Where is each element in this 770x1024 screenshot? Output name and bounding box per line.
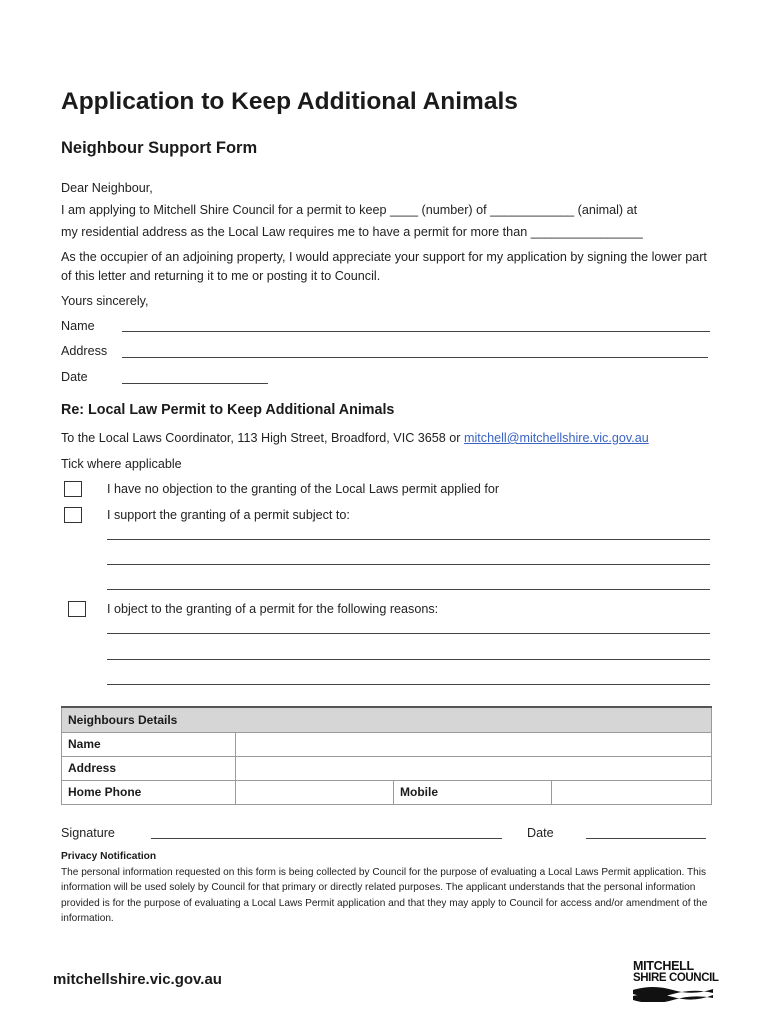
address-label: Address xyxy=(61,344,108,358)
support-subject-checkbox[interactable] xyxy=(64,507,82,523)
letter-line-1: I am applying to Mitchell Shire Council for a permit to keep ____ (number) of ____________ (animal) at xyxy=(61,203,638,217)
logo-line-1: MITCHELL xyxy=(633,959,694,973)
home-phone-input[interactable] xyxy=(236,780,394,804)
letter-line-2: my residential address as the Local Law requires me to have a permit for more than ________________ xyxy=(61,225,643,239)
support-subject-label: I support the granting of a permit subject to: xyxy=(107,508,350,522)
neighbour-address-input[interactable] xyxy=(236,756,712,780)
logo-wave-icon xyxy=(633,984,713,1002)
object-checkbox[interactable] xyxy=(68,601,86,617)
date-field[interactable] xyxy=(122,383,268,384)
support-conditions-line-2[interactable] xyxy=(107,564,710,565)
object-reasons-line-2[interactable] xyxy=(107,659,710,660)
letter-paragraph-2: As the occupier of an adjoining property, I would appreciate your support for my application by signing the lower part of this letter and returning it to me or posting it to Council. xyxy=(61,250,707,283)
support-conditions-line-1[interactable] xyxy=(107,539,710,540)
date-label: Date xyxy=(61,370,88,384)
signature-field[interactable] xyxy=(151,838,502,839)
name-field[interactable] xyxy=(122,331,710,332)
no-objection-checkbox[interactable] xyxy=(64,481,82,497)
letter-greeting: Dear Neighbour, xyxy=(61,181,153,195)
coordinator-address xyxy=(61,430,649,446)
form-subtitle: Neighbour Support Form xyxy=(61,139,258,157)
no-objection-label: I have no objection to the granting of the Local Laws permit applied for xyxy=(107,482,500,496)
signature-date-label: Date xyxy=(527,826,554,840)
neighbour-address-label: Address xyxy=(62,756,236,780)
mitchell-shire-council-logo xyxy=(633,959,719,1004)
footer-website: mitchellshire.vic.gov.au xyxy=(53,971,222,988)
mobile-label: Mobile xyxy=(394,780,552,804)
coordinator-address-text: To the Local Laws Coordinator, 113 High Street, Broadford, VIC 3658 or xyxy=(61,431,464,445)
object-reasons-line-3[interactable] xyxy=(107,684,710,685)
page-title: Application to Keep Additional Animals xyxy=(61,88,518,115)
mobile-input[interactable] xyxy=(552,780,712,804)
privacy-text: The personal information requested on this form is being collected by Council for the purpose of evaluating a Local Laws Permit application. This information will be used solely by Council for that primary or directly related purposes. The applicant understands that the personal information provided is for the purpose of evaluating a Local Laws Permit application and that they may apply to Council for access and/or amendment of the information. xyxy=(61,867,708,925)
signature-label: Signature xyxy=(61,826,115,840)
neighbours-details-table xyxy=(61,706,712,805)
privacy-heading: Privacy Notification xyxy=(61,851,157,862)
object-reasons-line-1[interactable] xyxy=(107,633,710,634)
signature-date-field[interactable] xyxy=(586,838,706,839)
neighbour-name-label: Name xyxy=(62,732,236,756)
permit-section-heading: Re: Local Law Permit to Keep Additional Animals xyxy=(61,402,395,418)
logo-line-2: SHIRE COUNCIL xyxy=(633,972,719,984)
neighbour-name-input[interactable] xyxy=(236,732,712,756)
neighbours-details-heading: Neighbours Details xyxy=(62,707,712,732)
council-email-link[interactable]: mitchell@mitchellshire.vic.gov.au xyxy=(464,431,649,445)
object-label: I object to the granting of a permit for the following reasons: xyxy=(107,602,439,616)
tick-instruction: Tick where applicable xyxy=(61,457,182,471)
name-label: Name xyxy=(61,319,95,333)
home-phone-label: Home Phone xyxy=(62,780,236,804)
support-conditions-line-3[interactable] xyxy=(107,589,710,590)
address-field[interactable] xyxy=(122,357,708,358)
letter-closing: Yours sincerely, xyxy=(61,294,149,308)
